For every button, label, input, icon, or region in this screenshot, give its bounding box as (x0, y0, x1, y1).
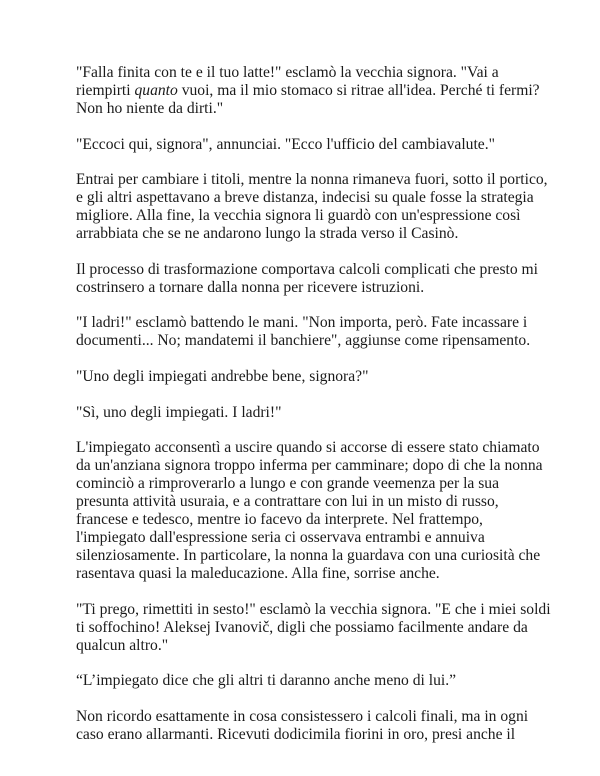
text-run: "Falla finita con te e il tuo latte!" esclamò la vecchia signora. "Vai a (76, 64, 499, 81)
text-run: silenziosamente. In particolare, la nonna la guardava con una curiosità che (76, 547, 541, 565)
paragraph (76, 261, 538, 297)
text-line (76, 332, 538, 350)
text-run: L'impiegato acconsentì a uscire quando si accorse di essere stato chiamato (76, 439, 540, 457)
text-run: arrabbiata che se ne andarono lungo la strada verso il Casinò. (76, 225, 459, 243)
text-line (76, 404, 538, 422)
paragraph (76, 171, 548, 243)
text-line (76, 225, 538, 243)
text-line (76, 708, 538, 726)
text-line (76, 493, 538, 511)
text-line (76, 565, 538, 583)
text-run: rasentava quasi la maleducazione. Alla fine, sorrise anche. (76, 565, 440, 583)
text-run: riempirti (76, 82, 135, 99)
text-run: Il processo di trasformazione comportava calcoli complicati che presto mi (76, 260, 539, 278)
text-line (76, 189, 538, 207)
text-line (76, 261, 538, 279)
text-run: migliore. Alla fine, la vecchia signora li guardò con un'espressione così (76, 207, 521, 225)
text-run: l'impiegato dall'espressione seria ci osservava entrambi e annuiva (76, 529, 485, 547)
text-run: documenti... No; mandatemi il banchiere", aggiunse come ripensamento. (76, 332, 531, 350)
text-run: "Uno degli impiegati andrebbe bene, signora?" (76, 367, 369, 385)
paragraph (76, 600, 551, 655)
paragraph (76, 368, 538, 386)
paragraph (76, 64, 538, 118)
paragraph (76, 439, 543, 583)
text-run: costrinsero a tornare dalla nonna per ricevere istruzioni. (76, 278, 425, 296)
text-line (76, 547, 541, 565)
text-line (76, 439, 538, 457)
text-line (76, 475, 538, 493)
text-run: Non ho niente da dirti." (76, 100, 224, 117)
paragraph (76, 136, 538, 154)
text-run: e gli altri aspettavano a breve distanza, indecisi su quale fosse la strategia (76, 189, 534, 207)
paragraph (76, 404, 538, 422)
text-line (76, 619, 538, 637)
text-line (76, 64, 538, 82)
text-line (76, 207, 538, 225)
text-run: presunta attività usuraia, e a contrattare con lui in un misto di russo, (76, 493, 499, 511)
text-line (76, 726, 538, 744)
text-line (76, 171, 548, 189)
text-run: ti soffochino! Aleksej Ivanovič, digli che possiamo facilmente andare da (76, 618, 528, 636)
text-run: da un'anziana signora troppo inferma per camminare; dopo di che la nonna (76, 457, 543, 475)
text-line (76, 100, 538, 118)
text-run: "Sì, uno degli impiegati. I ladri!" (76, 403, 282, 421)
text-run: Entrai per cambiare i titoli, mentre la nonna rimaneva fuori, sotto il portico, (76, 171, 548, 189)
text-line (76, 368, 538, 386)
text-line (76, 314, 538, 332)
text-line (76, 511, 538, 529)
text-line (76, 672, 538, 690)
text-line (76, 82, 538, 100)
text-run: "Ti prego, rimettiti in sesto!" esclamò la vecchia signora. "E che i miei soldi (76, 600, 551, 618)
text-line (76, 136, 538, 154)
text-line (76, 279, 538, 297)
document-page (76, 64, 551, 762)
text-line (76, 600, 551, 619)
text-line (76, 529, 538, 547)
italic-text: quanto (134, 82, 178, 99)
text-run: “L’impiegato dice che gli altri ti daranno anche meno di lui.” (76, 672, 457, 690)
text-run: vuoi, ma il mio stomaco si ritrae all'idea. Perché ti fermi? (177, 82, 540, 99)
text-run: "Eccoci qui, signora", annunciai. "Ecco l'ufficio del cambiavalute." (76, 135, 495, 153)
text-line (76, 457, 543, 475)
paragraph (76, 672, 538, 690)
paragraph (76, 708, 538, 744)
paragraph (76, 314, 538, 350)
text-run: caso erano allarmanti. Ricevuti dodicimila fiorini in oro, presi anche il (76, 725, 516, 743)
text-run: "I ladri!" esclamò battendo le mani. "Non importa, però. Fate incassare i (76, 314, 528, 332)
text-line (76, 637, 538, 655)
text-run: francese e tedesco, mentre io facevo da interprete. Nel frattempo, (76, 511, 483, 529)
text-run: cominciò a rimproverarlo a lungo e con grande veemenza per la sua (76, 475, 500, 493)
text-run: qualcun altro." (76, 636, 169, 654)
text-run: Non ricordo esattamente in cosa consistessero i calcoli finali, ma in ogni (76, 707, 529, 725)
